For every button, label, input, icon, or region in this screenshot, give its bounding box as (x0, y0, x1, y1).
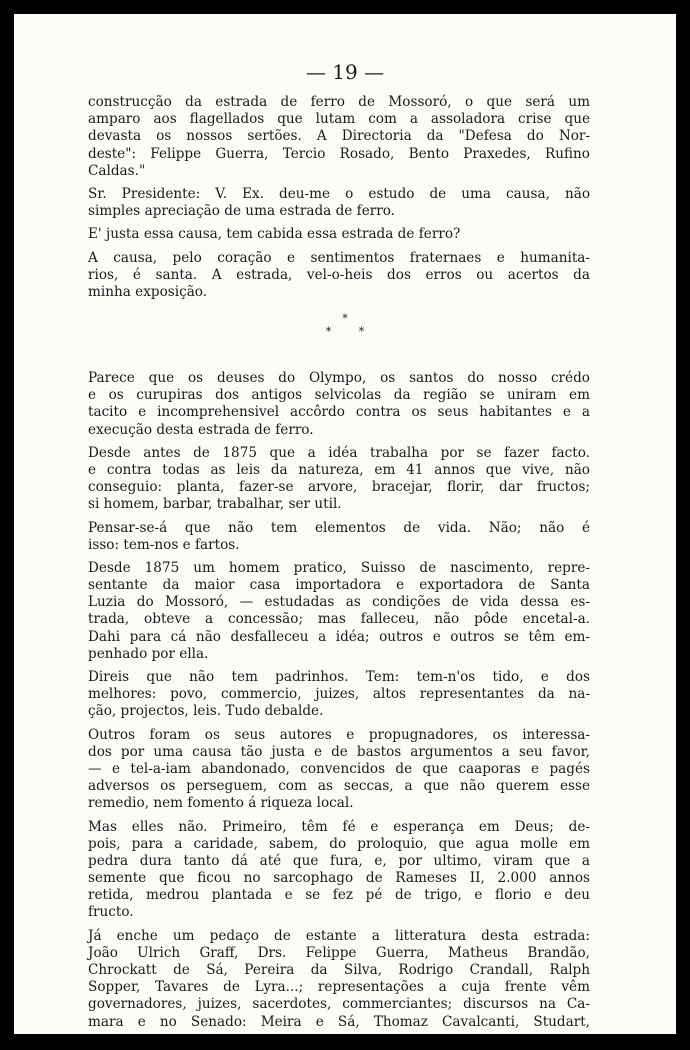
paragraph (88, 226, 590, 243)
paragraph (88, 520, 590, 554)
text-line: penhado por ella. (88, 645, 209, 662)
text-line: sentante da maior casa importadora e exportadora de Santa (88, 577, 590, 594)
text-line: e contra todas as leis da natureza, em 41 annos que vive, não (88, 461, 590, 478)
text-line: mara e no Senado: Meira e Sá, Thomaz Cavalcanti, Studart, (88, 1013, 590, 1030)
paragraph (88, 669, 590, 721)
text-line: Direis que não tem padrinhos. Tem: tem-n'os tido, e dos (88, 669, 590, 685)
paragraph (88, 727, 590, 813)
paragraph (88, 250, 590, 302)
text-line: Outros foram os seus autores e propugnadores, os interessa- (88, 726, 590, 743)
text-line: Desde antes de 1875 que a idéa trabalha por se fazer facto. (88, 444, 590, 461)
text-line: Chrockatt de Sá, Pereira da Silva, Rodrigo Crandall, Ralph (88, 962, 590, 978)
text-line: tacito e incomprehensivel accôrdo contra os seus habitantes e a (88, 404, 590, 421)
text-line: João Ulrich Graff, Drs. Felippe Guerra, Matheus Brandão, (88, 944, 590, 961)
text-line: adversos os perseguem, com as seccas, a que não querem esse (88, 778, 590, 795)
text-line: Parece que os deuses do Olympo, os santos do nosso crédo (88, 370, 590, 386)
text-line: deste": Felippe Guerra, Tercio Rosado, Bento Praxedes, Rufino (88, 145, 590, 162)
text-line: Desde 1875 um homem pratico, Suisso de nascimento, repre- (88, 559, 590, 576)
text-line: Mas elles não. Primeiro, têm fé e esperança em Deus; de- (88, 818, 590, 835)
text-line: fructo. (88, 904, 134, 921)
paragraph (88, 370, 590, 439)
text-line: A causa, pelo coração e sentimentos fraternaes e humanita- (88, 249, 590, 266)
book-page (14, 14, 676, 1034)
text-line: melhores: povo, commercio, juizes, altos representantes da na- (88, 686, 590, 703)
paragraph (88, 94, 590, 180)
text-line: si homem, barbar, trabalhar, ser util. (88, 496, 342, 513)
text-line: dos por uma causa tão justa e de bastos argumentos a seu favor, (88, 743, 590, 760)
text-line: remedio, nem fomento á riqueza local. (88, 795, 354, 812)
text-line: semente que ficou no sarcophago de Rameses II, 2.000 annos (88, 870, 590, 887)
text-line: governadores, juizes, sacerdotes, commerciantes; discursos na Ca- (88, 996, 590, 1013)
asterism-star-top: * (342, 312, 348, 325)
paragraph (88, 186, 590, 220)
text-line: conseguio: planta, fazer-se arvore, bracejar, florir, dar fructos; (88, 479, 590, 496)
text-line: E' justa essa causa, tem cabida essa estrada de ferro? (88, 226, 461, 243)
text-line: execução desta estrada de ferro. (88, 421, 314, 438)
text-line: simples apreciação de uma estrada de ferro. (88, 203, 396, 220)
page-number: — 19 — (305, 60, 385, 84)
text-line: pedra dura tanto dá até que fura, e, por ultimo, viram que a (88, 852, 590, 869)
paragraph (88, 560, 590, 663)
text-line: trada, obteve a concessão; mas falleceu, não pôde encetal-a. (88, 611, 590, 628)
paragraph (88, 928, 590, 1031)
paragraph (88, 819, 590, 922)
text-line: isso: tem-nos e fartos. (88, 536, 240, 553)
text-block-intro (88, 94, 590, 301)
asterism-stars-bottom: * * (325, 325, 377, 338)
text-line: Caldas." (88, 162, 146, 179)
text-line: Sopper, Tavares de Lyra...; representações a cuja frente vêm (88, 979, 590, 996)
text-line: Luzia do Mossoró, — estudadas as condições de vida dessa es- (88, 594, 590, 611)
text-line: Pensar-se-á que não tem elementos de vida. Não; não é (88, 519, 590, 536)
text-line: amparo aos flagellados que lutam com a assoladora crise que (88, 111, 590, 128)
text-line: construcção da estrada de ferro de Mossoró, o que será um (88, 94, 590, 110)
paragraph (88, 445, 590, 514)
text-line: minha exposição. (88, 283, 208, 300)
text-line: Sr. Presidente: V. Ex. deu-me o estudo de uma causa, não (88, 185, 590, 202)
text-line: rios, é santa. A estrada, vel-o-heis dos erros ou acertos da (88, 266, 590, 283)
text-block-main (88, 370, 590, 1031)
text-line: ção, projectos, leis. Tudo debalde. (88, 703, 324, 720)
text-line: Dahi para cá não desfalleceu a idéa; outros e outros se têm em- (88, 628, 590, 645)
text-line: devasta os nossos sertões. A Directoria da "Defesa do Nor- (88, 128, 590, 145)
text-line: Já enche um pedaço de estante a litteratura desta estrada: (88, 927, 590, 944)
text-line: e os curupiras dos antigos selvicolas da região se uniram em (88, 387, 590, 404)
text-line: — e tel-a-iam abandonado, convencidos de que caaporas e pagés (88, 760, 590, 777)
text-line: pois, para a caridade, sabem, do proloquio, que agua molle em (88, 835, 590, 852)
text-line: retida, medrou plantada e se fez pé de trigo, e florio e deu (88, 887, 590, 904)
section-divider-asterism (14, 312, 676, 338)
